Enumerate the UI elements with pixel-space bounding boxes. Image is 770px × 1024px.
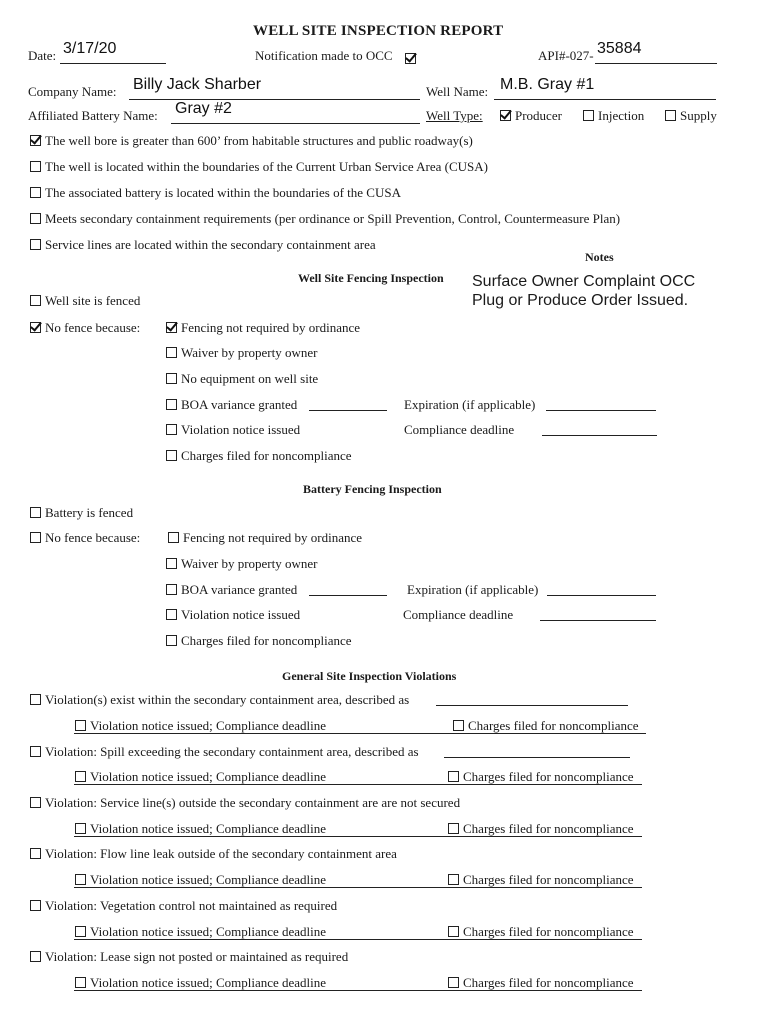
injection-label: Injection (598, 108, 645, 123)
battery-name-field[interactable]: Gray #2 (175, 100, 232, 117)
well-charges-label: Charges filed for noncompliance (181, 448, 352, 463)
well-charges-item[interactable] (166, 448, 352, 464)
well-type-supply[interactable] (665, 108, 717, 124)
supply-checkbox[interactable] (665, 110, 676, 121)
well-no-fence-item[interactable] (30, 320, 140, 336)
date-label: Date: (28, 48, 57, 63)
condition-checkbox[interactable] (30, 187, 41, 198)
producer-checkbox[interactable] (500, 110, 511, 121)
battery-fenced-item[interactable] (30, 505, 133, 521)
condition-item[interactable] (30, 211, 620, 227)
api-line (595, 63, 717, 64)
battery-violation-label: Violation notice issued (181, 607, 301, 622)
violation-notice-item[interactable] (75, 924, 326, 940)
well-not-required-label: Fencing not required by ordinance (181, 320, 361, 335)
battery-no-fence-label: No fence because: (45, 530, 141, 545)
well-not-required-item[interactable] (166, 320, 360, 336)
violation-item[interactable] (30, 795, 460, 811)
well-compliance-line[interactable] (542, 435, 657, 436)
battery-boa-label: BOA variance granted (181, 582, 298, 597)
well-waiver-item[interactable] (166, 345, 318, 361)
violation-charges-checkbox[interactable] (448, 874, 459, 885)
well-expiration-line[interactable] (546, 410, 656, 411)
condition-label: Service lines are located within the secondary containment area (45, 237, 376, 252)
violation-charges-checkbox[interactable] (448, 926, 459, 937)
producer-label: Producer (515, 108, 562, 123)
well-type-producer[interactable] (500, 108, 562, 124)
battery-violation-checkbox[interactable] (166, 609, 177, 620)
well-fenced-item[interactable] (30, 293, 140, 309)
violation-notice-item[interactable] (75, 769, 326, 785)
violation-item[interactable] (30, 692, 409, 708)
well-boa-checkbox[interactable] (166, 399, 177, 410)
notes-field[interactable]: Surface Owner Complaint OCC Plug or Produce Order Issued. (472, 273, 696, 309)
battery-violation-item[interactable] (166, 607, 300, 623)
well-charges-checkbox[interactable] (166, 450, 177, 461)
violation-notice-checkbox[interactable] (75, 874, 86, 885)
well-type-injection[interactable] (583, 108, 644, 124)
notification-checkbox[interactable] (405, 53, 416, 64)
violation-charges-label: Charges filed for noncompliance (463, 975, 634, 990)
violation-charges-label: Charges filed for noncompliance (463, 872, 634, 887)
violation-charges-item[interactable] (448, 924, 634, 940)
condition-checkbox[interactable] (30, 161, 41, 172)
violation-notice-item[interactable] (75, 718, 326, 734)
battery-waiver-checkbox[interactable] (166, 558, 177, 569)
condition-label: The associated battery is located within the boundaries of the CUSA (45, 185, 401, 200)
violation-notice-label: Violation notice issued; Compliance deadline (90, 872, 327, 887)
condition-checkbox[interactable] (30, 213, 41, 224)
well-fenced-checkbox[interactable] (30, 295, 41, 306)
battery-name-line (171, 123, 420, 124)
condition-label: Meets secondary containment requirements (per ordinance or Spill Prevention, Control, Countermeasure Plan) (45, 211, 621, 226)
well-boa-line[interactable] (309, 410, 387, 411)
violation-charges-label: Charges filed for noncompliance (468, 718, 639, 733)
company-name-field[interactable]: Billy Jack Sharber (133, 76, 262, 93)
violation-label: Violation: Flow line leak outside of the secondary containment area (45, 846, 397, 861)
company-name-label: Company Name: (28, 84, 117, 99)
violation-underline (74, 784, 642, 785)
battery-name-label: Affiliated Battery Name: (28, 108, 158, 123)
violation-label: Violation: Service line(s) outside the secondary containment are are not secured (45, 795, 461, 810)
battery-not-required-item[interactable] (168, 530, 362, 546)
injection-checkbox[interactable] (583, 110, 594, 121)
violation-notice-label: Violation notice issued; Compliance deadline (90, 924, 327, 939)
well-expiration-label: Expiration (if applicable) (404, 397, 536, 412)
general-heading: General Site Inspection Violations (282, 669, 457, 683)
violation-item[interactable] (30, 898, 337, 914)
battery-not-required-checkbox[interactable] (168, 532, 179, 543)
violation-label: Violation: Spill exceeding the secondary containment area, described as (45, 744, 419, 759)
violation-underline (74, 836, 642, 837)
date-field[interactable]: 3/17/20 (63, 40, 117, 57)
violation-underline (74, 887, 642, 888)
battery-no-fence-item[interactable] (30, 530, 140, 546)
battery-boa-line[interactable] (309, 595, 387, 596)
condition-item[interactable] (30, 185, 401, 201)
battery-expiration-line[interactable] (547, 595, 656, 596)
company-name-line (129, 99, 420, 100)
violation-charges-label: Charges filed for noncompliance (463, 821, 634, 836)
violation-notice-label: Violation notice issued; Compliance deadline (90, 718, 327, 733)
violation-notice-label: Violation notice issued; Compliance deadline (90, 769, 327, 784)
violation-notice-item[interactable] (75, 872, 326, 888)
battery-fencing-heading: Battery Fencing Inspection (303, 482, 442, 496)
battery-fenced-checkbox[interactable] (30, 507, 41, 518)
battery-charges-checkbox[interactable] (166, 635, 177, 646)
well-no-fence-label: No fence because: (45, 320, 141, 335)
condition-item[interactable] (30, 133, 473, 149)
violation-description-line[interactable] (444, 757, 630, 758)
violation-notice-item[interactable] (75, 975, 326, 991)
well-fencing-heading: Well Site Fencing Inspection (298, 271, 444, 285)
violation-underline (74, 939, 642, 940)
violation-notice-label: Violation notice issued; Compliance deadline (90, 975, 327, 990)
well-boa-item[interactable] (166, 397, 297, 413)
notification-label: Notification made to OCC (255, 48, 393, 63)
violation-notice-checkbox[interactable] (75, 720, 86, 731)
well-violation-label: Violation notice issued (181, 422, 301, 437)
violation-charges-item[interactable] (448, 872, 634, 888)
violation-charges-checkbox[interactable] (448, 977, 459, 988)
battery-waiver-item[interactable] (166, 556, 318, 572)
violation-checkbox[interactable] (30, 900, 41, 911)
violation-item[interactable] (30, 846, 397, 862)
violation-charges-checkbox[interactable] (448, 771, 459, 782)
well-violation-checkbox[interactable] (166, 424, 177, 435)
battery-compliance-line[interactable] (540, 620, 656, 621)
well-not-required-checkbox[interactable] (166, 322, 177, 333)
supply-label: Supply (680, 108, 717, 123)
well-boa-label: BOA variance granted (181, 397, 298, 412)
violation-charges-label: Charges filed for noncompliance (463, 924, 634, 939)
battery-no-fence-checkbox[interactable] (30, 532, 41, 543)
battery-charges-item[interactable] (166, 633, 352, 649)
well-type-label: Well Type: (426, 108, 483, 123)
well-waiver-label: Waiver by property owner (181, 345, 318, 360)
violation-checkbox[interactable] (30, 746, 41, 757)
violation-charges-checkbox[interactable] (453, 720, 464, 731)
well-name-field[interactable]: M.B. Gray #1 (500, 76, 595, 93)
condition-label: The well is located within the boundaries of the Current Urban Service Area (CUSA) (45, 159, 488, 174)
violation-notice-checkbox[interactable] (75, 771, 86, 782)
violation-label: Violation: Vegetation control not maintained as required (45, 898, 338, 913)
violation-charges-item[interactable] (448, 975, 634, 991)
violation-notice-item[interactable] (75, 821, 326, 837)
violation-notice-checkbox[interactable] (75, 823, 86, 834)
violation-description-line[interactable] (436, 705, 628, 706)
violation-underline (74, 733, 646, 734)
api-label: API#-027- (538, 48, 594, 63)
violation-charges-item[interactable] (448, 769, 634, 785)
violation-notice-label: Violation notice issued; Compliance deadline (90, 821, 327, 836)
well-no-equipment-label: No equipment on well site (181, 371, 319, 386)
well-fenced-label: Well site is fenced (45, 293, 141, 308)
well-violation-item[interactable] (166, 422, 300, 438)
violation-checkbox[interactable] (30, 848, 41, 859)
condition-checkbox[interactable] (30, 135, 41, 146)
date-line (60, 63, 166, 64)
battery-expiration-label: Expiration (if applicable) (407, 582, 539, 597)
condition-item[interactable] (30, 237, 376, 253)
violation-checkbox[interactable] (30, 951, 41, 962)
violation-notice-checkbox[interactable] (75, 977, 86, 988)
condition-checkbox[interactable] (30, 239, 41, 250)
violation-item[interactable] (30, 949, 348, 965)
battery-compliance-label: Compliance deadline (403, 607, 514, 622)
violation-notice-checkbox[interactable] (75, 926, 86, 937)
battery-waiver-label: Waiver by property owner (181, 556, 318, 571)
well-name-label: Well Name: (426, 84, 489, 99)
notes-label: Notes (585, 250, 614, 264)
battery-not-required-label: Fencing not required by ordinance (183, 530, 363, 545)
battery-charges-label: Charges filed for noncompliance (181, 633, 352, 648)
well-name-line (494, 99, 716, 100)
well-compliance-label: Compliance deadline (404, 422, 515, 437)
violation-checkbox[interactable] (30, 797, 41, 808)
violation-label: Violation(s) exist within the secondary containment area, described as (45, 692, 410, 707)
condition-item[interactable] (30, 159, 488, 175)
violation-charges-label: Charges filed for noncompliance (463, 769, 634, 784)
battery-boa-item[interactable] (166, 582, 297, 598)
battery-fenced-label: Battery is fenced (45, 505, 134, 520)
report-title: WELL SITE INSPECTION REPORT (253, 23, 504, 39)
violation-label: Violation: Lease sign not posted or maintained as required (45, 949, 349, 964)
violation-checkbox[interactable] (30, 694, 41, 705)
condition-label: The well bore is greater than 600’ from habitable structures and public roadway(s) (45, 133, 473, 148)
well-no-equipment-item[interactable] (166, 371, 318, 387)
well-no-equipment-checkbox[interactable] (166, 373, 177, 384)
battery-boa-checkbox[interactable] (166, 584, 177, 595)
api-field[interactable]: 35884 (597, 40, 642, 57)
violation-underline (74, 990, 642, 991)
well-waiver-checkbox[interactable] (166, 347, 177, 358)
violation-charges-item[interactable] (453, 718, 639, 734)
violation-charges-checkbox[interactable] (448, 823, 459, 834)
violation-charges-item[interactable] (448, 821, 634, 837)
violation-item[interactable] (30, 744, 419, 760)
well-no-fence-checkbox[interactable] (30, 322, 41, 333)
